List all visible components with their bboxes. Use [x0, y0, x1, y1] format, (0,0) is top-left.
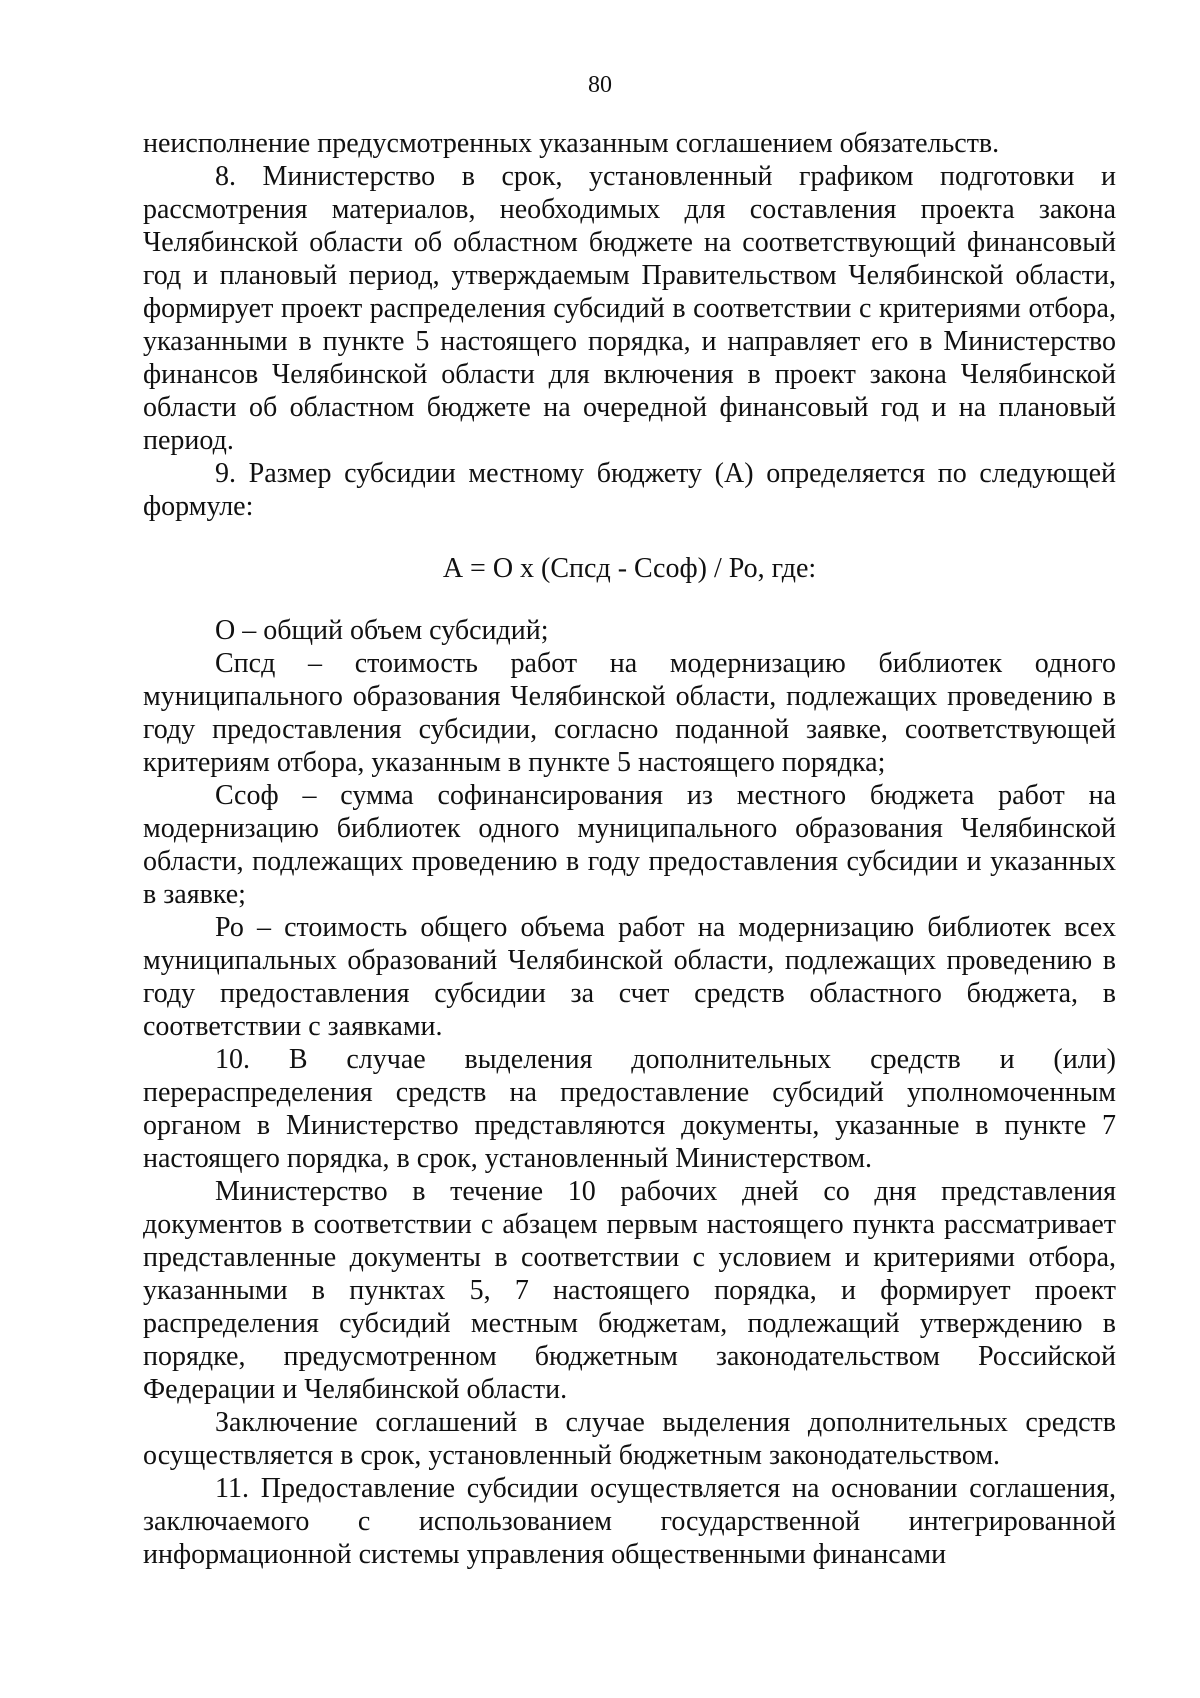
definition-ro: Ро – стоимость общего объема работ на модернизацию библиотек всех муниципальных образований Челябинской области, подлежащих проведению в году предоставления субсидии за счет средств областного бюджета, в соответствии с заявками. — [143, 912, 1116, 1042]
paragraph-ministry-review: Министерство в течение 10 рабочих дней со дня представления документов в соответствии с абзацем первым настоящего пункта рассматривает представленные документы в соответствии с условием и критериями отбора, указанными в пунктах 5, 7 настоящего порядка, и формирует проект распределения субсидий местным бюджетам, подлежащий утверждению в порядке, предусмотренном бюджетным законодательством Российской Федерации и Челябинской области. — [143, 1176, 1116, 1405]
paragraph-continuation: неисполнение предусмотренных указанным соглашением обязательств. — [143, 128, 1000, 159]
definition-spsd: Спсд – стоимость работ на модернизацию библиотек одного муниципального образования Челябинской области, подлежащих проведению в году предоставления субсидии, согласно поданной заявке, соответствующей критериям отбора, указанным в пункте 5 настоящего порядка; — [143, 648, 1116, 778]
formula: А = О х (Спсд - Ссоф) / Ро, где: — [442, 553, 817, 584]
document-body — [143, 127, 1116, 1571]
paragraph-item-8: 8. Министерство в срок, установленный графиком подготовки и рассмотрения материалов, необходимых для составления проекта закона Челябинской области об областном бюджете на соответствующий финансовый год и плановый период, утверждаемым Правительством Челябинской области, формирует проект распределения субсидий в соответствии с критериями отбора, указанными в пункте 5 настоящего порядка, и направляет его в Министерство финансов Челябинской области для включения в проект закона Челябинской области об областном бюджете на очередной финансовый год и на плановый период. — [143, 161, 1116, 456]
definition-ssof: Ссоф – сумма софинансирования из местного бюджета работ на модернизацию библиотек одного муниципального образования Челябинской области, подлежащих проведению в году предоставления субсидии и указанных в заявке; — [143, 780, 1116, 910]
paragraph-item-9: 9. Размер субсидии местному бюджету (А) определяется по следующей формуле: — [143, 458, 1116, 522]
paragraph-agreements: Заключение соглашений в случае выделения дополнительных средств осуществляется в срок, установленный бюджетным законодательством. — [143, 1407, 1116, 1471]
paragraph-item-11: 11. Предоставление субсидии осуществляется на основании соглашения, заключаемого с использованием государственной интегрированной информационной системы управления общественными финансами — [143, 1473, 1116, 1570]
definition-o: О – общий объем субсидий; — [215, 615, 549, 646]
page-number: 80 — [588, 72, 612, 98]
paragraph-item-10: 10. В случае выделения дополнительных средств и (или) перераспределения средств на предоставление субсидий уполномоченным органом в Министерство представляются документы, указанные в пункте 7 настоящего порядка, в срок, установленный Министерством. — [143, 1044, 1116, 1174]
